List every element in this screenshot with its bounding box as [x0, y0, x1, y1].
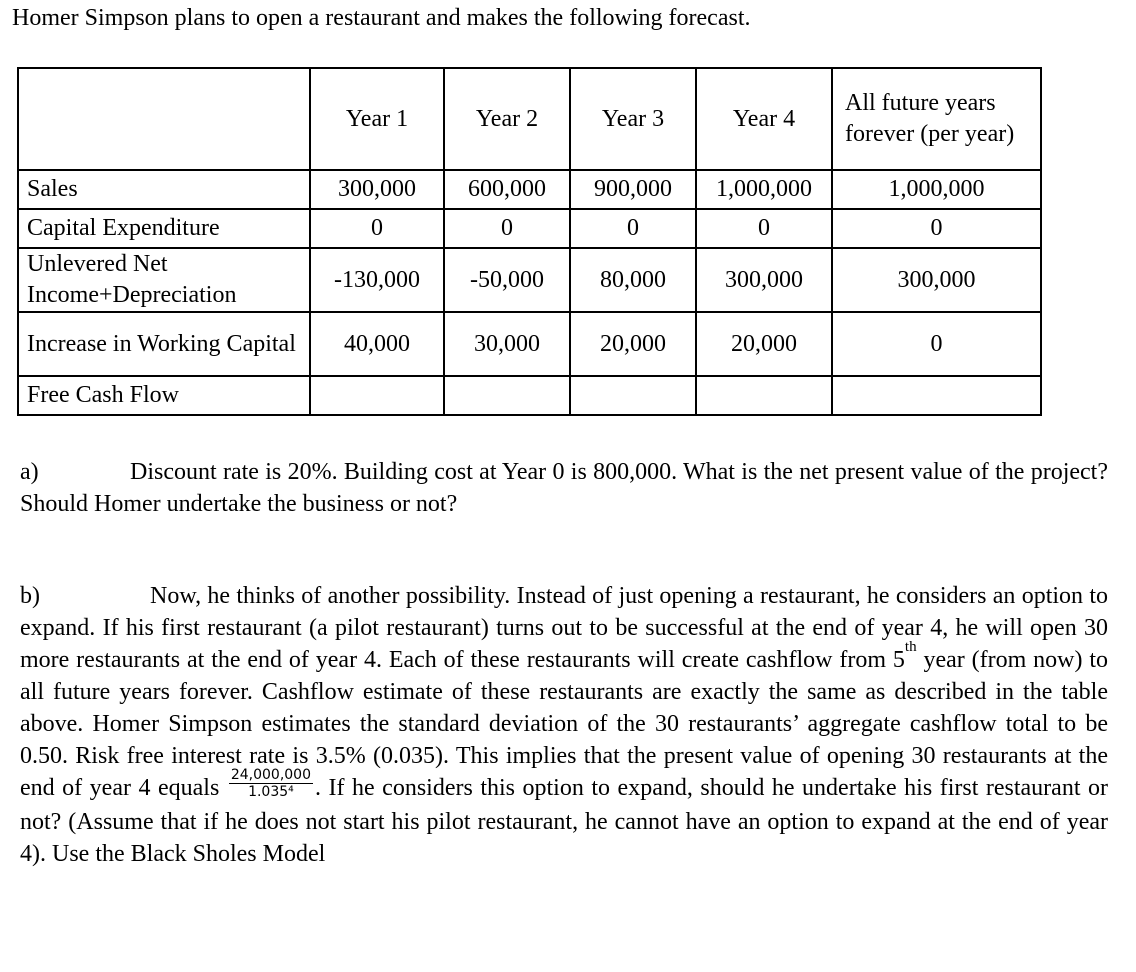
forecast-table: [17, 67, 1042, 416]
header-empty: [18, 68, 310, 170]
table-cell: 0: [570, 209, 696, 248]
row-label: Free Cash Flow: [18, 376, 310, 415]
row-label: Unlevered Net Income+Depreciation: [18, 248, 310, 312]
table-row: [18, 248, 1041, 312]
header-year-1: Year 1: [310, 68, 444, 170]
table-cell: 600,000: [444, 170, 570, 209]
table-row: [18, 376, 1041, 415]
question-a: [20, 456, 1108, 520]
question-b-text-3: . If he considers this option to expand, should he undertake his first restaurant or not? (Assume that if he does not start his pilot restaurant, he cannot have an option to expand at the end of year 4). Use the Black Sholes Model: [20, 775, 1108, 867]
table-cell: 1,000,000: [832, 170, 1041, 209]
question-a-marker: a): [20, 459, 39, 485]
table-cell: 1,000,000: [696, 170, 832, 209]
table-row: [18, 312, 1041, 376]
header-year-2: Year 2: [444, 68, 570, 170]
question-a-text: Discount rate is 20%. Building cost at Year 0 is 800,000. What is the net present value of the project? Should Homer undertake the business or not?: [20, 459, 1108, 517]
table-cell: 80,000: [570, 248, 696, 312]
table-cell: 300,000: [832, 248, 1041, 312]
table-cell: -130,000: [310, 248, 444, 312]
table-cell: 30,000: [444, 312, 570, 376]
table-cell: 300,000: [310, 170, 444, 209]
table-cell: 40,000: [310, 312, 444, 376]
table-cell: [832, 376, 1041, 415]
ordinal-suffix: th: [904, 639, 917, 655]
fraction-denominator: 1.035⁴: [248, 783, 294, 800]
row-label: Capital Expenditure: [18, 209, 310, 248]
table-row: [18, 170, 1041, 209]
row-label: Sales: [18, 170, 310, 209]
table-cell: [310, 376, 444, 415]
present-value-fraction: [229, 767, 313, 800]
table-cell: 0: [444, 209, 570, 248]
table-cell: 20,000: [696, 312, 832, 376]
header-year-3: Year 3: [570, 68, 696, 170]
table-cell: [696, 376, 832, 415]
table-cell: 0: [832, 209, 1041, 248]
row-label: Increase in Working Capital: [18, 312, 310, 376]
table-cell: 0: [696, 209, 832, 248]
table-cell: 900,000: [570, 170, 696, 209]
question-b: [20, 580, 1108, 870]
question-b-text-1: Now, he thinks of another possibility. Instead of just opening a restaurant, he considers an option to expand. If his first restaurant (a pilot restaurant) turns out to be successful at the end of year 4, he will open 30 more restaurants at the end of year 4. Each of these restaurants will create cashflow from 5: [20, 583, 1108, 673]
table-cell: 20,000: [570, 312, 696, 376]
header-year-4: Year 4: [696, 68, 832, 170]
table-cell: [444, 376, 570, 415]
table-cell: [570, 376, 696, 415]
header-future-years: All future years forever (per year): [832, 68, 1041, 170]
table-cell: 0: [832, 312, 1041, 376]
table-cell: 0: [310, 209, 444, 248]
question-b-marker: b): [20, 583, 40, 609]
table-row: [18, 209, 1041, 248]
question-b-text-2: year (from now) to all future years forever. Cashflow estimate of these restaurants are exactly the same as described in the table above. Homer Simpson estimates the standard deviation of the 30 restaurants’ aggregate cashflow total to be 0.50. Risk free interest rate is 3.5% (0.035). This implies that the present value of opening 30 restaurants at the end of year 4 equals: [20, 647, 1108, 801]
table-cell: 300,000: [696, 248, 832, 312]
table-header-row: [18, 68, 1041, 170]
table-cell: -50,000: [444, 248, 570, 312]
intro-text: Homer Simpson plans to open a restaurant and makes the following forecast.: [12, 5, 751, 31]
fraction-numerator: 24,000,000: [230, 766, 311, 783]
